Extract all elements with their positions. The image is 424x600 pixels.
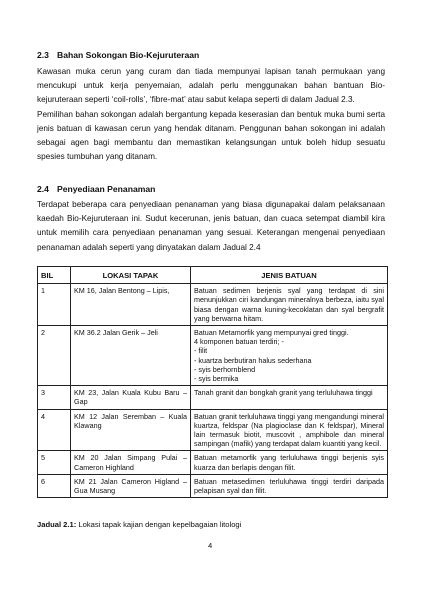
cell-lokasi: KM 36.2 Jalan Gerik – Jeli xyxy=(71,326,191,386)
cell-bil: 6 xyxy=(38,474,71,497)
cell-lokasi: KM 20 Jalan Simpang Pulai – Cameron Highland xyxy=(71,451,191,474)
cell-jenis-line: - kuartza berbutiran halus sederhana xyxy=(194,355,312,365)
cell-lokasi: KM 16, Jalan Bentong – Lipis, xyxy=(71,284,191,326)
table-row xyxy=(38,474,388,497)
section-2-4-body xyxy=(37,198,385,255)
cell-jenis-line: - syis bermika xyxy=(194,374,239,384)
cell-bil: 4 xyxy=(38,409,71,451)
cell-jenis xyxy=(191,474,388,497)
table-header-row xyxy=(38,267,388,284)
cell-jenis-line: - syis berhornblend xyxy=(194,364,256,374)
cell-jenis-line: Batuan metamorfik yang terluluhawa tinggi berjenis syis kuarza dan berlapis dengan filit. xyxy=(194,453,384,472)
cell-jenis xyxy=(191,451,388,474)
header-lokasi: LOKASI TAPAK xyxy=(71,267,191,284)
cell-bil: 1 xyxy=(38,284,71,326)
table-row xyxy=(38,386,388,409)
caption-text: Lokasi tapak kajian dengan kepelbagaian litologi xyxy=(76,520,242,529)
paragraph: Pemilihan bahan sokongan adalah bergantung kepada keserasian dan bentuk muka bumi serta jenis batuan di kawasan cerun yang hendak ditanam. Penggunan bahan sokongan ini adalah sebagai agen bagi membantu dan memastikan kelangsungan untuk boleh hidup sesuatu spesies tumbuhan yang ditanam. xyxy=(37,109,385,162)
paragraph: Kawasan muka cerun yang curam dan tiada mempunyai lapisan tanah permukaan yang mencukupi untuk kerja penyemaian, adalah perlu menggunakan bahan bantuan Bio-kejuruteraan seperti ‘coil-rolls’, ‘fibre-mat’ atau sabut kelapa seperti di dalam Jadual 2.3. xyxy=(37,67,385,105)
section-number: 2.3 xyxy=(37,50,49,60)
page-number: 4 xyxy=(208,541,213,550)
paragraph: Terdapat beberapa cara penyediaan penanaman yang biasa digunapakai dalam pelaksanaan kaedah Bio-Kejuruteraan ini. Sudut kecerunan, jenis batuan, dan cuaca setempat diambil kira untuk memilih cara penyediaan penanaman yang sesuai. Keterangan mengenai penyediaan penanaman adalah seperti yang dinyatakan dalam Jadual 2.4 xyxy=(37,200,385,252)
cell-bil: 3 xyxy=(38,386,71,409)
table-caption xyxy=(37,520,241,529)
table-row xyxy=(38,326,388,386)
cell-jenis-line: Batuan sedimen berjenis syal yang terdapat di sini menunjukkan ciri kandungan mineralnya berbeza, iaitu syal biasa dengan warna kuning-kecoklatan dan syal bergrafit yang berwarna hitam. xyxy=(194,286,384,323)
cell-bil: 5 xyxy=(38,451,71,474)
cell-bil: 2 xyxy=(38,326,71,386)
cell-lokasi: KM 21 Jalan Cameron Higland – Gua Musang xyxy=(71,474,191,497)
lithology-table xyxy=(37,266,388,498)
cell-jenis-line: 4 komponen batuan terdiri; - xyxy=(194,337,284,347)
caption-label: Jadual 2.1: xyxy=(37,520,77,529)
cell-jenis-line: Tanah granit dan bongkah granit yang terluluhawa tinggi xyxy=(194,388,373,398)
section-number: 2.4 xyxy=(37,184,49,194)
cell-jenis xyxy=(191,326,388,386)
section-heading-2-4 xyxy=(37,184,155,194)
cell-jenis xyxy=(191,386,388,409)
table-row xyxy=(38,284,388,326)
section-2-3-body xyxy=(37,65,385,164)
table-body xyxy=(38,284,388,498)
cell-lokasi: KM 12 Jalan Seremban – Kuala Klawang xyxy=(71,409,191,451)
section-title: Penyediaan Penanaman xyxy=(57,184,156,194)
cell-jenis-line: Batuan granit terluluhawa tinggi yang mengandungi mineral kuartza, feldspar (Na plagioclase dan K feldspar), Mineral lain termasuk biotit, muscovit , amphibole dan mineral sampingan (mafik) yang terdapat dalam kuantiti yang kecil. xyxy=(194,411,384,449)
header-bil: BIL xyxy=(38,267,71,284)
cell-jenis-line: - filit xyxy=(194,346,208,356)
cell-jenis-line: Batuan metasedimen terluluhawa tinggi terdiri daripada pelapisan syal dan filit. xyxy=(194,476,384,496)
table-row xyxy=(38,451,388,474)
cell-jenis xyxy=(191,284,388,326)
table-row xyxy=(38,409,388,451)
cell-jenis-line: Batuan Metamorfik yang mempunyai gred tinggi. xyxy=(194,328,349,338)
cell-jenis xyxy=(191,409,388,451)
header-jenis: JENIS BATUAN xyxy=(191,267,388,284)
section-heading-2-3 xyxy=(37,50,199,60)
section-title: Bahan Sokongan Bio-Kejuruteraan xyxy=(57,50,200,60)
cell-lokasi: KM 23, Jalan Kuala Kubu Baru – Gap xyxy=(71,386,191,409)
